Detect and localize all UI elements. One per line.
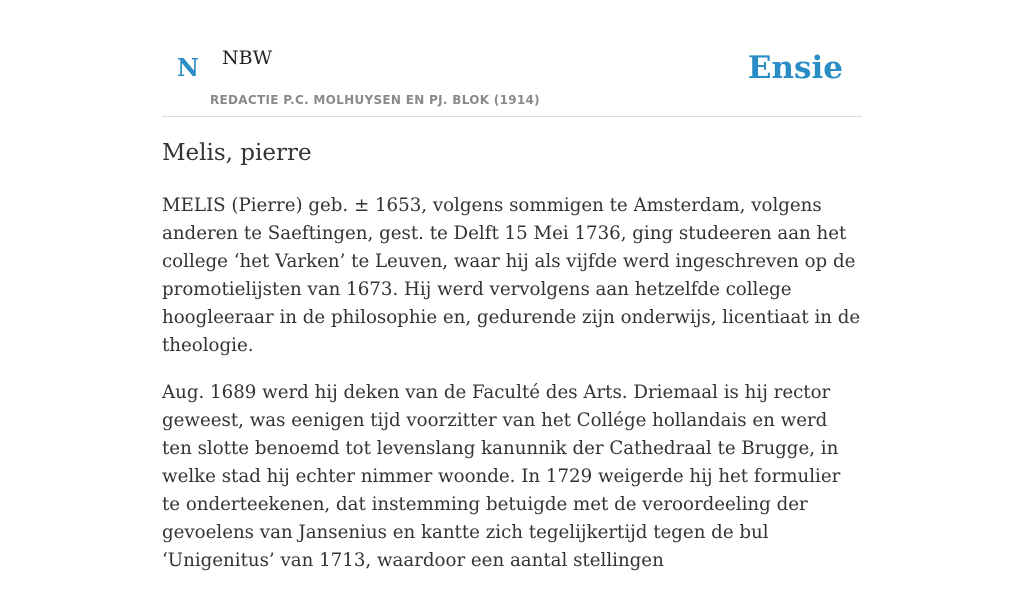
- article-container: [162, 0, 862, 571]
- article-paragraph: Aug. 1689 werd hij deken van de Faculté des Arts. Driemaal is hij rector geweest, was eenigen tijd voorzitter van het Collége hollandais en werd ten slotte benoemd tot levenslang kanunnik der Cathedraal te Brugge, in welke stad hij echter nimmer woonde. In 1729 weigerde hij het formulier te onderteekenen, dat instemming betuigde met de veroordeeling der gevoelens van Jansenius en kantte zich tegelijkertijd tegen de bul ‘Unigenitus’ van 1713, waardoor een aantal stellingen: [162, 382, 841, 571]
- source-logo[interactable]: N: [177, 53, 199, 82]
- article-title: Melis, pierre: [162, 140, 312, 166]
- brand-logo[interactable]: Ensie: [747, 50, 843, 86]
- article-paragraph: MELIS (Pierre) geb. ± 1653, volgens sommigen te Amsterdam, volgens anderen te Saeftingen, gest. te Delft 15 Mei 1736, ging studeeren aan het college ‘het Varken’ te Leuven, waar hij als vijfde werd ingeschreven op de promotielijsten van 1673. Hij werd vervolgens aan hetzelfde college hoogleeraar in de philosophie en, gedurende zijn onderwijs, licentiaat in de theologie.: [162, 195, 861, 356]
- source-header: [162, 0, 862, 117]
- source-subtitle: REDACTIE P.C. MOLHUYSEN EN PJ. BLOK (1914): [210, 93, 540, 107]
- source-name[interactable]: NBW: [222, 47, 273, 69]
- article-body: [162, 192, 862, 594]
